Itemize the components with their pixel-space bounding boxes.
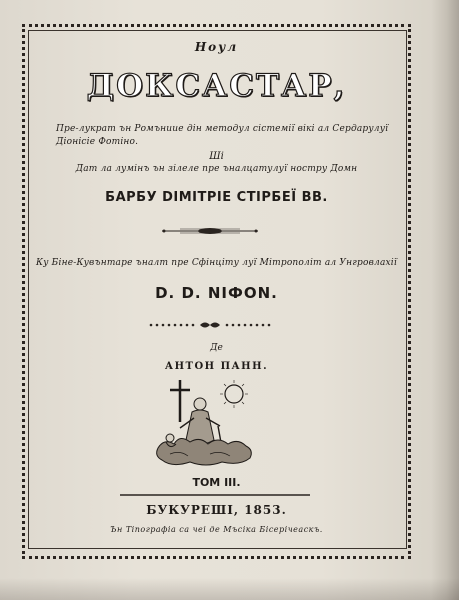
- main-title: ДОКСАСТАР,: [86, 68, 347, 104]
- description-line-1: Пре-лукрат ън Ромъниие дін методул сістемії вікі ал Сердарулуї: [56, 124, 389, 134]
- page-edge-shadow: [431, 0, 459, 600]
- conjunction: Ші: [209, 151, 224, 162]
- description-line-3: Дат ла лумінъ ън зілеле пре ъналцатулуї ностру Домн: [75, 164, 358, 174]
- author-name: АНТОН ПАНН.: [164, 361, 269, 372]
- by-label: Де: [210, 343, 223, 353]
- metropolitan-name: D. D. NІФОN.: [155, 284, 278, 302]
- volume-label: ТОМ III.: [192, 476, 241, 489]
- divider-ornament-2: [145, 319, 275, 329]
- divider-ornament-1: [160, 226, 260, 236]
- printer-line: Ън Тіпографіа са чеі де Мъсіка Бісерічеаскъ.: [110, 525, 323, 534]
- divider-rule: [120, 492, 310, 502]
- city-year: БУКУРЕШІ, 1853.: [146, 503, 287, 517]
- page-bottom-shadow: [0, 578, 459, 600]
- ruler-name: БАРБУ DІМІТРІЕ СТІРБЕЇ ВВ.: [105, 190, 328, 205]
- description-line-2: Діонісіе Фотіно.: [56, 137, 139, 147]
- blessing-line: Ку Біне-Кувънтаре ъналт пре Сфінціту луї Мітрополіт ал Унгровлахії: [36, 258, 397, 268]
- religious-engraving: [150, 378, 260, 470]
- title-prefix: Ноул: [194, 40, 239, 54]
